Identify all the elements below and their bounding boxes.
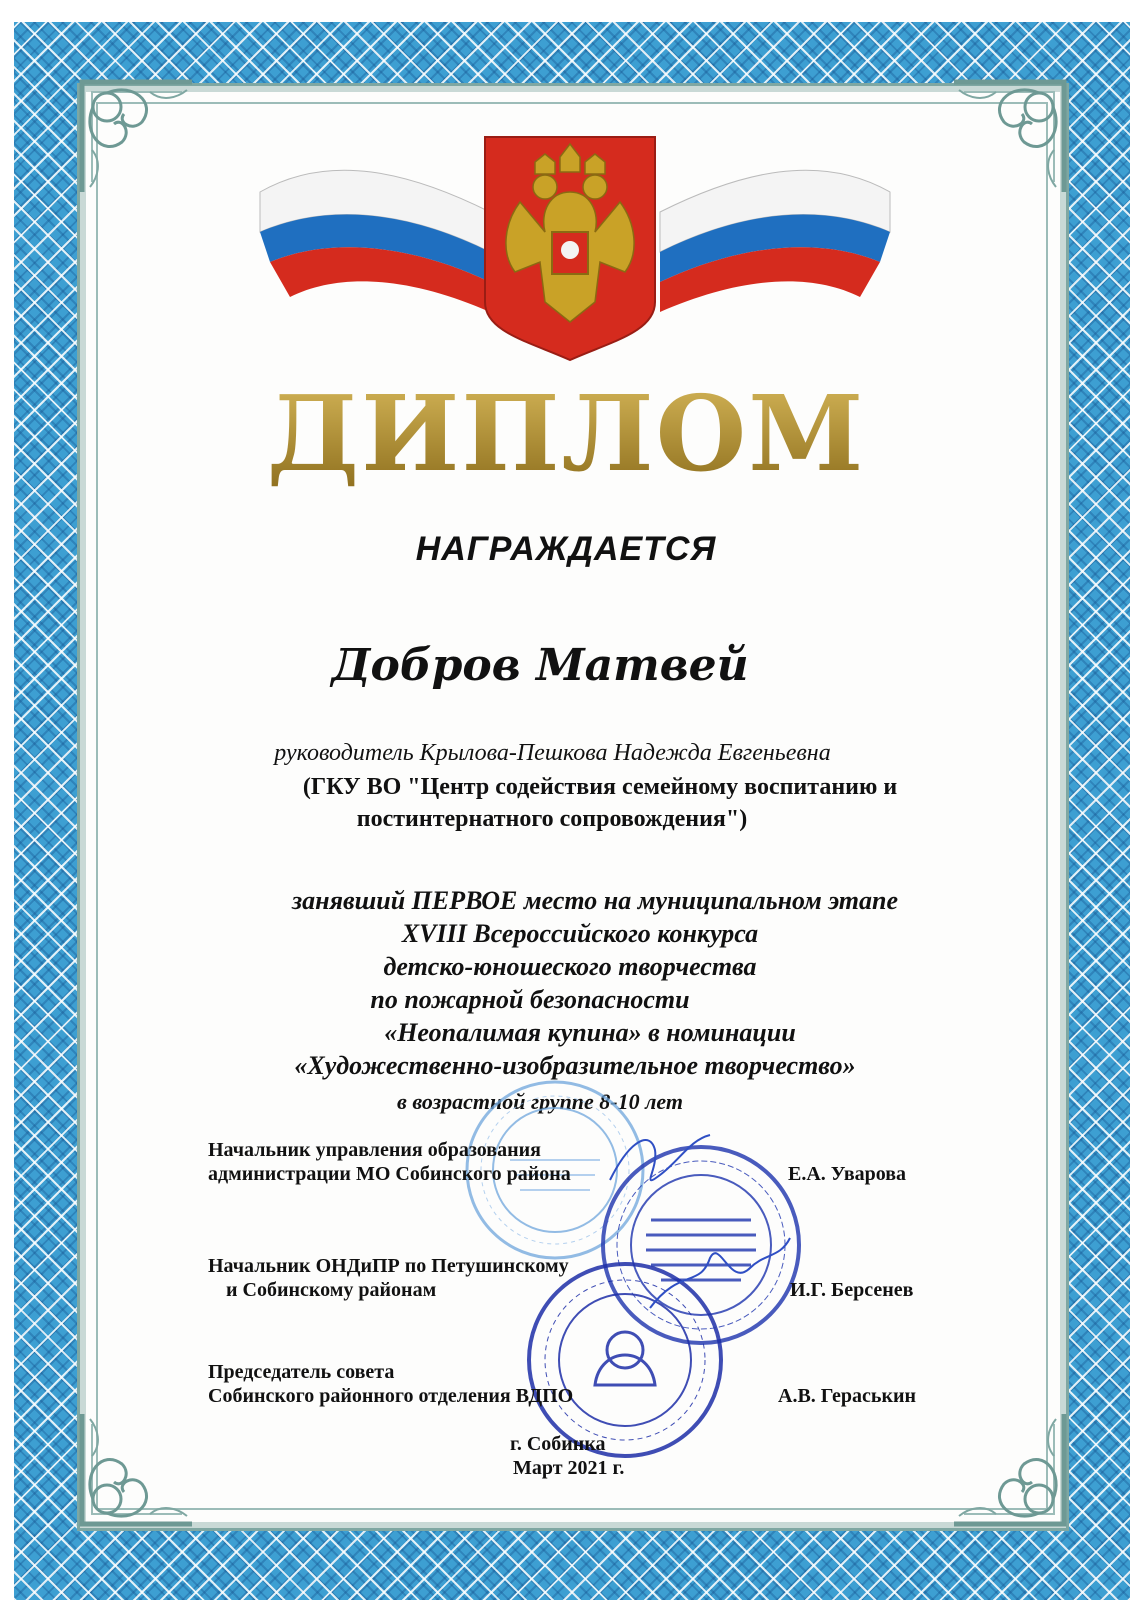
signatory-position: и Собинскому районам: [226, 1279, 437, 1301]
corner-ornament-icon: [934, 1394, 1084, 1544]
issue-place: г. Собинка: [510, 1433, 606, 1455]
signatory-position: Начальник ОНДиПР по Петушинскому: [208, 1255, 569, 1277]
signatory-name: И.Г. Берсенев: [790, 1279, 914, 1301]
achievement-line: XVIII Всероссийского конкурса: [401, 919, 759, 948]
achievement-line: «Неопалимая купина» в номинации: [384, 1018, 796, 1047]
achievement-line: детско-юношеского творчества: [383, 952, 757, 981]
signatory-name: А.В. Гераськин: [778, 1385, 917, 1407]
age-group-line: в возрастной группе 8-10 лет: [396, 1089, 684, 1114]
organization-line: (ГКУ ВО "Центр содействия семейному воспитанию и: [302, 774, 898, 800]
corner-ornament-icon: [62, 1394, 212, 1544]
awarded-label: НАГРАЖДАЕТСЯ: [415, 530, 717, 568]
signatory-position: Начальник управления образования: [208, 1139, 541, 1161]
achievement-line: по пожарной безопасности: [370, 985, 690, 1014]
organization-line: постинтернатного сопровождения"): [356, 806, 748, 832]
recipient-name: Добров Матвей: [331, 640, 749, 691]
signatory-position: Председатель совета: [208, 1361, 395, 1383]
corner-ornament-icon: [934, 62, 1084, 212]
achievement-line: «Художественно-изобразительное творчество»: [294, 1051, 856, 1080]
achievement-line: занявший ПЕРВОЕ место на муниципальном этапе: [292, 886, 898, 915]
signature-icon: [640, 1228, 800, 1328]
diploma-title: ДИПЛОМ: [0, 372, 1132, 495]
signatory-position: администрации МО Собинского района: [208, 1163, 571, 1185]
signature-icon: [600, 1120, 720, 1200]
signatory-name: Е.А. Уварова: [788, 1163, 907, 1185]
leader-line: руководитель Крылова-Пешкова Надежда Евгеньевна: [274, 740, 831, 766]
signatory-position: Собинского районного отделения ВДПО: [208, 1385, 574, 1407]
corner-ornament-icon: [62, 62, 212, 212]
coat-of-arms-icon: [250, 132, 900, 362]
issue-date: Март 2021 г.: [513, 1457, 625, 1479]
